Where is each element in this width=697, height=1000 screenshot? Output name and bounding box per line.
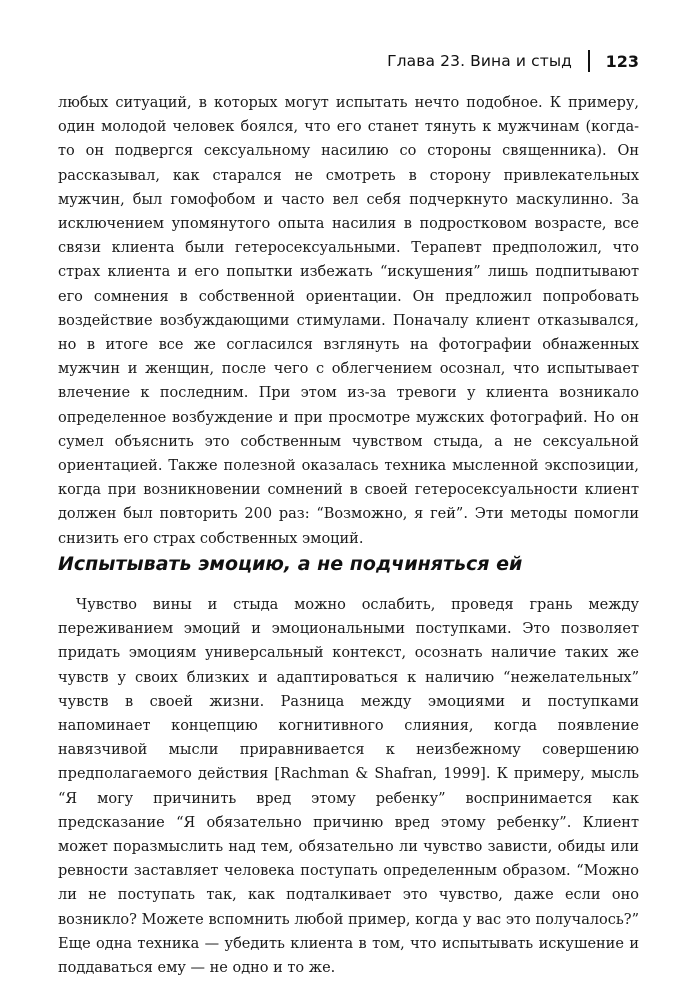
paragraph-block-1 bbox=[58, 91, 639, 551]
running-header bbox=[387, 50, 639, 72]
page-number: 123 bbox=[605, 51, 639, 71]
paragraph-block-2 bbox=[58, 593, 639, 980]
paragraph: Чувство вины и стыда можно ослабить, проведя грань между переживанием эмоций и эмоциональными поступками. Это позволяет придать эмоциям универсальный контекст, осознать наличие таких же чувств у своих близких и адаптироваться к наличию “нежелательных” чувств в своей жизни. Разница между эмоциями и поступками напоминает концепцию когнитивного слияния, когда появление навязчивой мысли приравнивается к неизбежному совершению предполагаемого действия [Rachman & Shafran, 1999]. К примеру, мысль “Я могу причинить вред этому ребенку” воспринимается как предсказание “Я обязательно причиню вред этому ребенку”. Клиент может поразмыслить над тем, обязательно ли чувство зависти, обиды или ревности заставляет человека поступать определенным образом. “Можно ли не поступать так, как подталкивает это чувство, даже если оно возникло? Можете вспомнить любой пример, когда у вас это получалось?” Еще одна техника — убедить клиента в том, что испытывать искушение и поддаваться ему — не одно и то же. bbox=[58, 597, 639, 977]
chapter-title: Глава 23. Вина и стыд bbox=[387, 52, 572, 70]
paragraph: любых ситуаций, в которых могут испытать нечто подобное. К примеру, один молодой человек боялся, что его станет тянуть к мужчинам (когда-то он подвергся сексуальному насилию со стороны священника). Он рассказывал, как старался не смотреть в сторону привлекательных мужчин, был гомофобом и часто вел себя подчеркнуто маскулинно. За исключением упомянутого опыта насилия в подростковом возрасте, все связи клиента были гетеросексуальными. Терапевт предположил, что страх клиента и его попытки избежать “искушения” лишь подпитывают его сомнения в собственной ориентации. Он предложил попробовать воздействие возбуждающими стимулами. Поначалу клиент отказывался, но в итоге все же согласился взглянуть на фотографии обнаженных мужчин и женщин, после чего с облегчением осознал, что испытывает влечение к последним. При этом из-за тревоги у клиента возникало определенное возбуждение и при просмотре мужских фотографий. Но он сумел объяснить это собственным чувством стыда, а не сексуальной ориентацией. Также полезной оказалась техника мысленной экспозиции, когда при возникновении сомнений в своей гетеросексуальности клиент должен был повторить 200 раз: “Возможно, я гей”. Эти методы помогли снизить его страх собственных эмоций. bbox=[58, 95, 639, 547]
section-heading: Испытывать эмоцию, а не подчиняться ей bbox=[58, 553, 523, 575]
header-divider bbox=[588, 50, 590, 72]
